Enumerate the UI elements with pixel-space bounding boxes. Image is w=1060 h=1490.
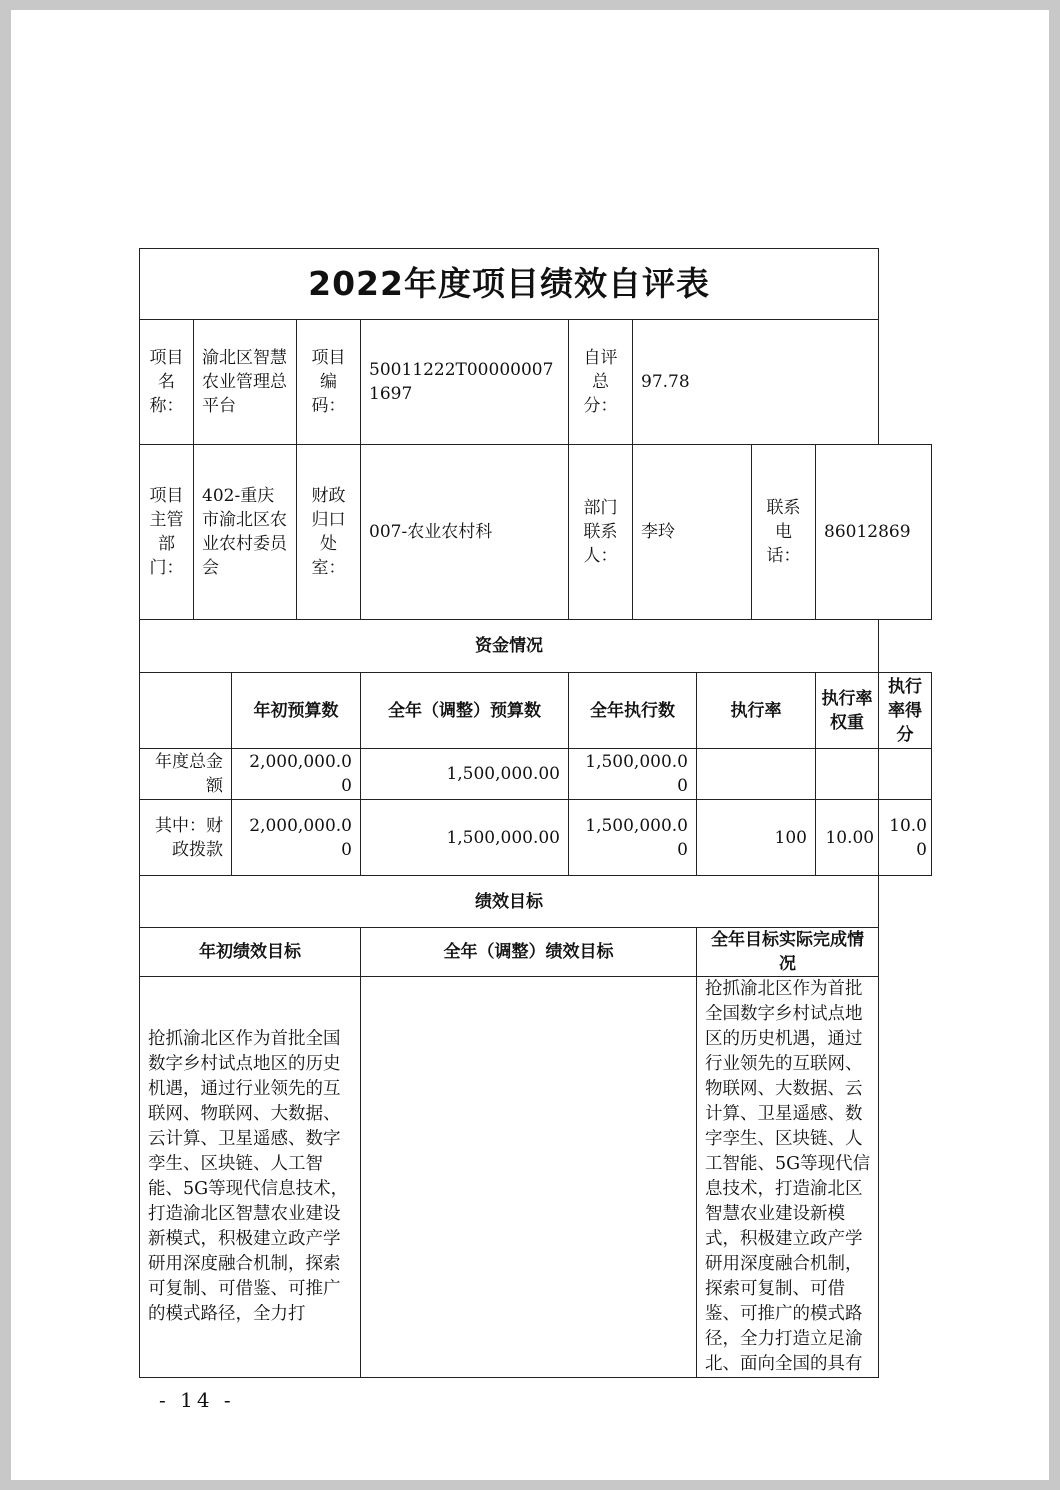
perf-header-adjusted: 全年（调整）绩效目标 [361,928,697,977]
contact-person-label: 部门联系人： [569,445,633,620]
performance-evaluation-table [139,248,932,1378]
funds-adjusted-cell: 1,500,000.00 [361,749,569,800]
funds-score-cell: 10.00 [879,800,932,876]
project-name-label: 项目名称： [140,320,194,445]
funds-header-adjusted: 全年（调整）预算数 [361,673,569,749]
finance-office-label: 财政归口处室： [297,445,361,620]
page-number: - 14 - [159,1388,235,1412]
finance-office-value: 007-农业农村科 [361,445,569,620]
funds-header-blank [140,673,232,749]
project-name-value: 渝北区智慧农业管理总平台 [194,320,297,445]
funds-weight-cell [816,749,879,800]
funds-header-weight: 执行率权重 [816,673,879,749]
table-row [140,749,932,800]
table-title: 2022年度项目绩效自评表 [140,249,879,320]
funds-executed-cell: 1,500,000.00 [569,800,697,876]
funds-initial-cell: 2,000,000.00 [232,749,361,800]
funds-executed-cell: 1,500,000.00 [569,749,697,800]
funds-adjusted-cell: 1,500,000.00 [361,800,569,876]
project-code-label: 项目编码： [297,320,361,445]
phone-value: 86012869 [816,445,932,620]
funds-row-label: 其中：财政拨款 [140,800,232,876]
phone-label: 联系电话： [752,445,816,620]
initial-goal-text: 抢抓渝北区作为首批全国数字乡村试点地区的历史机遇，通过行业领先的互联网、物联网、大数据、云计算、卫星遥感、数字孪生、区块链、人工智能、5G等现代信息技术，打造渝北区智慧农业建设新模式，积极建立政产学研用深度融合机制，探索可复制、可借鉴、可推广的模式路径，全力打 [140,977,361,1378]
funds-weight-cell: 10.00 [816,800,879,876]
perf-header-initial: 年初绩效目标 [140,928,361,977]
document-page [11,10,1049,1480]
funds-row-label: 年度总金额 [140,749,232,800]
adjusted-goal-text [361,977,697,1378]
funds-score-cell [879,749,932,800]
self-score-label: 自评总分： [569,320,633,445]
self-score-value: 97.78 [633,320,879,445]
department-value: 402-重庆市渝北区农业农村委员会 [194,445,297,620]
funds-header-executed: 全年执行数 [569,673,697,749]
funds-header-rate: 执行率 [697,673,816,749]
funds-header-initial: 年初预算数 [232,673,361,749]
perf-header-actual: 全年目标实际完成情况 [697,928,879,977]
performance-section-title: 绩效目标 [140,876,879,928]
actual-completion-text: 抢抓渝北区作为首批全国数字乡村试点地区的历史机遇，通过行业领先的互联网、物联网、大数据、云计算、卫星遥感、数字孪生、区块链、人工智能、5G等现代信息技术，打造渝北区智慧农业建设新模式，积极建立政产学研用深度融合机制，探索可复制、可借鉴、可推广的模式路径，全力打造立足渝北、面向全国的具有 [697,977,879,1378]
department-label: 项目主管部门： [140,445,194,620]
project-code-value: 50011222T000000071697 [361,320,569,445]
funds-section-title: 资金情况 [140,620,879,673]
table-row [140,800,932,876]
contact-person-value: 李玲 [633,445,752,620]
funds-header-score: 执行率得分 [879,673,932,749]
funds-initial-cell: 2,000,000.00 [232,800,361,876]
funds-rate-cell: 100 [697,800,816,876]
funds-rate-cell [697,749,816,800]
